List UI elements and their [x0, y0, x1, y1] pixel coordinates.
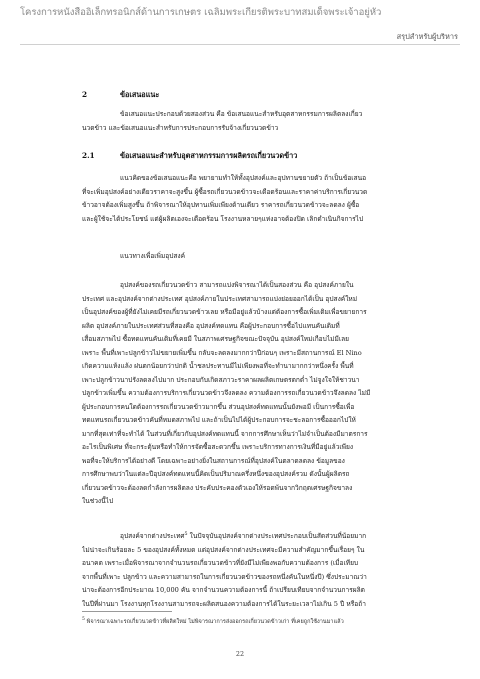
paragraph-line: ในช่วงนี้ไป [82, 497, 114, 505]
paragraph-line: เป็นอุปสงค์ของผู้ที่ยังไม่เคยมีรถเกี่ยวนวดข้าวเลย หรือมีอยู่แล้วบ้างแต่ต้องการซื้อเพิ่มเติมเพื่อขยายการ [82, 308, 367, 316]
paragraph-line: และผู้ใช้จะได้ประโยชน์ แต่ผู้ผลิตเองจะเดือดร้อน โรงงานหลายๆแห่งอาจต้องปิด เลิกดำเนินกิจการไป [82, 214, 364, 223]
footnote-marker: 5 [82, 617, 85, 622]
paragraph-line: เกิดความแห้งแล้ง ฝนตกน้อยกว่าปกติ น้ำชลประทานมีไม่เพียงพอที่จะทำนามากกว่าหนึ่งครั้ง พื้นที่ [82, 362, 354, 370]
paragraph-line: เสื่อมสภาพไป ซื้อทดแทนคันเดิมที่เคยมี ในสภาพเศรษฐกิจขณะปัจจุบัน อุปสงค์ใหม่เกือบไม่มีเลย [82, 335, 349, 343]
export-demand-term: อุปสงค์จากต่างประเทศ [120, 532, 185, 541]
paragraph-line: ข้าวอาจต้องเพิ่มสูงขึ้น ถ้าพิจารณาให้อุปทานเพิ่มเพียงด้านเดียว ราคารถเกี่ยวนวดข้าวจะลดลง ผู้ซื้อ [82, 201, 360, 209]
paragraph-line: การศึกษาพบว่าในแต่ละปีอุปสงค์ทดแทนนี้คิดเป็นปริมาณครึ่งหนึ่งของอุปสงค์รวม ดังนั้นผู้ผลิตรถ [82, 470, 350, 478]
running-header-subtitle: สรุปสำหรับผู้บริหาร [396, 32, 458, 41]
section-number: 2 [82, 90, 88, 99]
subsection-number: 2.1 [82, 151, 95, 160]
running-header-title: โครงการหนังสืออิเล็กทรอนิกส์ด้านการเกษตร เฉลิมพระเกียรติพระบาทสมเด็จพระเจ้าอยู่หัว [20, 7, 382, 18]
paragraph-line: พอที่จะให้บริการได้อย่างดี โดยเฉพาะอย่างยิ่งในสถานการณ์ที่อุปสงค์ในตลาดลดลง ข้อมูลของ [82, 456, 345, 465]
paragraph-line: ผลิต อุปสงค์ภายในประเทศส่วนที่สองคือ อุปสงค์ทดแทน คือผู้ประกอบการซื้อไปแทนคันเดิมที่ [82, 321, 340, 330]
footnote-reference[interactable]: 5 [184, 532, 188, 537]
paragraph-line: ปลูกข้าวเพิ่มขึ้น ความต้องการบริการเกี่ยวนวดข้าวจึงลดลง ความต้องการรถเกี่ยวนวดข้าวจึงลดลง ไม่มี [82, 389, 371, 397]
paragraph-line: เพาะปลูกข้าวนาปรังลดลงไปมาก ประกอบกับเกิดสภาวะราคาผลผลิตเกษตรตกต่ำ ไม่จูงใจให้ชาวนา [82, 375, 360, 384]
paragraph-line: ข้อเสนอแนะประกอบด้วยสองส่วน คือ ข้อเสนอแนะสำหรับอุตสาหกรรมการผลิตลงเกี่ยว [120, 110, 363, 118]
page-number: 22 [235, 650, 245, 658]
paragraph-line: น่าจะต้องการอีกประมาณ 10,000 คัน จากจำนวนความต้องการนี้ ถ้าเปรียบเทียบจากจำนวนการผลิต [82, 586, 365, 595]
paragraph-line: เกี่ยวนวดข้าวจะต้องลดกำลังการผลิตลง ประคับประคองตัวเองให้รอดพ้นจากวิกฤตเศรษฐกิจขาลง [82, 483, 353, 492]
paragraph-line: แนวคิดของข้อเสนอแนะคือ พยายามทำให้ทั้งอุปสงค์และอุปทานขยายตัว ถ้าเป็นข้อเสนอ [120, 174, 367, 182]
paragraph-concept [82, 172, 418, 226]
paragraph-line: อะไรเป็นพิเศษ ที่จะกระตุ้นหรือทำให้การจัดซื้อสะดวกขึ้น เพราะบริการทางการเงินที่มีอยู่แล้วเพียง [82, 443, 354, 451]
paragraph-line: มากที่สุดเท่าที่จะทำได้ ในส่วนที่เกี่ยวกับอุปสงค์ทดแทนนี้ จากการศึกษาเห็นว่าไม่จำเป็นต้องมีมาตรการ [82, 429, 368, 438]
paragraph-line: จากพื้นที่เพาะ ปลูกข้าว และความสามารถในการเกี่ยวนวดข้าวของรถหนึ่งคันในหนึ่งปี) ซึ่งประมาณว่า [82, 572, 367, 581]
section-intro [82, 108, 418, 135]
header-divider [20, 44, 460, 45]
paragraph-export-demand [82, 528, 418, 611]
approach-heading [82, 250, 418, 264]
paragraph-line: นวดข้าว และข้อเสนอแนะสำหรับการประกอบการรับจ้างเกี่ยวนวดข้าว [82, 123, 279, 132]
paragraph-line: อนาคต เพราะเมื่อพิจารณาจากจำนวนรถเกี่ยวนวดข้าวที่ยังมีไม่เพียงพอกับความต้องการ (เมื่อเทียบ [82, 559, 359, 568]
subsection-title: ข้อเสนอแนะสำหรับอุตสาหกรรมการผลิตรถเกี่ยวนวดข้าว [120, 151, 298, 160]
section-title: ข้อเสนอแนะ [120, 90, 160, 99]
paragraph-line: ทดแทนรถเกี่ยวนวดข้าวคันที่หมดสภาพไป และถ้าเป็นไปได้ผู้ประกอบการจะชะลอการซื้อออกไปให้ [82, 416, 356, 424]
paragraph-line: ไม่น่าจะเกินร้อยละ 5 ของอุปสงค์ทั้งหมด แต่อุปสงค์จากต่างประเทศจะมีความสำคัญมากขึ้นเรื่อยๆ ใน [82, 545, 365, 554]
export-demand-rest: ในปัจจุบันอุปสงค์จากต่างประเทศประกอบเป็นสัดส่วนที่น้อยมาก [189, 532, 367, 541]
paragraph-line: เพราะ พื้นที่เพาะปลูกข้าวไม่ขยายเพิ่มขึ้น กลับจะลดลงมากกว่าปีก่อนๆ เพราะมีสถานการณ์ El Nino [82, 348, 362, 357]
paragraph-line: อุปสงค์ของรถเกี่ยวนวดข้าว สามารถแบ่งพิจารณาได้เป็นสองส่วน คือ อุปสงค์ภายใน [120, 281, 354, 289]
footnote-text: พิจารณาเฉพาะรถเกี่ยวนวดข้าวที่ผลิตใหม่ ไม่พิจารณาการส่งออกรถเกี่ยวนวดข้าวเก่า ที่เคยถูกใช้งานมาแล้ว [86, 618, 344, 625]
paragraph-line [82, 528, 418, 544]
paragraph-line: ในปีที่ผ่านมา โรงงานทุกโรงงานสามารถจะผลิตสนองความต้องการได้ในระยะเวลาไม่เกิน 5 ปี หรือถ้า [82, 599, 366, 608]
paragraph-line: ที่จะเพิ่มอุปสงค์อย่างเดียวราคาจะสูงขึ้น ผู้ซื้อรถเกี่ยวนวดข้าวจะเดือดร้อนและราคาค่าบริการเกี่ยวนวด [82, 187, 368, 196]
approach-title: แนวทางเพื่อเพิ่มอุปสงค์ [120, 252, 186, 260]
footnote-divider [82, 611, 172, 612]
paragraph-line: ผู้ประกอบการคนใดต้องการรถเกี่ยวนวดข้าวมากขึ้น ส่วนอุปสงค์ทดแทนนั้นยังพอมี เป็นการซื้อเพื่อ [82, 402, 355, 411]
footnote [82, 617, 344, 626]
paragraph-line: ประเทศ และอุปสงค์จากต่างประเทศ อุปสงค์ภายในประเทศสามารถแบ่งย่อยออกได้เป็น อุปสงค์ใหม่ [82, 294, 358, 303]
paragraph-demand [82, 279, 418, 509]
